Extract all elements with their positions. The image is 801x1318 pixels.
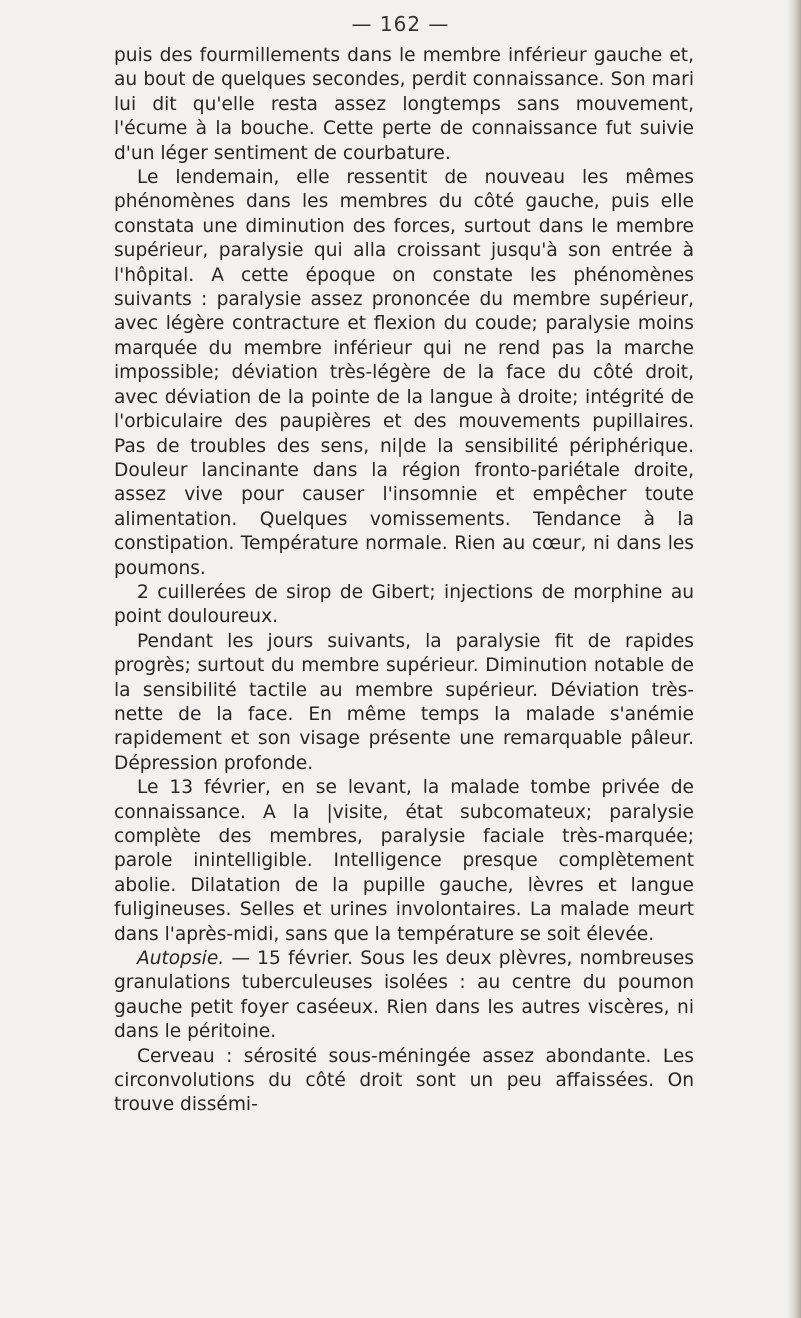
paragraph-1: puis des fourmillements dans le membre inférieur gauche et, au bout de quelques secondes, perdit connaissance. Son mari lui dit qu'elle resta assez longtemps sans mouvement, l'écume à la bouche. Cette perte de connaissance fut suivie d'un léger sentiment de courbature.: [114, 45, 694, 164]
page-edge-shadow: [787, 0, 801, 1318]
paragraph-2: Le lendemain, elle ressentit de nouveau les mêmes phénomènes dans les membres du côté gauche, puis elle constata une diminution des forces, surtout dans le membre supérieur, paralysie qui alla croissant jusqu'à son entrée à l'hôpital. A cette époque on constate les phénomènes suivants : paralysie assez prononcée du membre supérieur, avec légère contracture et flexion du coude; paralysie moins marquée du membre inférieur qui ne rend pas la marche impossible; déviation très-légère de la face du côté droit, avec déviation de la pointe de la langue à droite; intégrité de l'orbiculaire des paupières et des mouvements pupillaires. Pas de troubles des sens, ni|de la sensibilité périphérique. Douleur lancinante dans la région fronto-pariétale droite, assez vive pour causer l'insomnie et empêcher toute alimentation. Quelques vomissements. Tendance à la constipation. Température normale. Rien au cœur, ni dans les poumons.: [114, 167, 694, 579]
paragraph-5: Le 13 février, en se levant, la malade tombe privée de connaissance. A la |visite, état subcomateux; paralysie complète des membres, paralysie faciale très-marquée; parole inintelligible. Intelligence presque complètement abolie. Dilatation de la pupille gauche, lèvres et langue fuligineuses. Selles et urines involontaires. La malade meurt dans l'après-midi, sans que la température se soit élevée.: [114, 777, 694, 945]
page-number: — 162 —: [351, 12, 450, 36]
paragraph-3: 2 cuillerées de sirop de Gibert; injections de morphine au point douloureux.: [114, 581, 694, 628]
paragraph-4: Pendant les jours suivants, la paralysie fit de rapides progrès; surtout du membre supérieur. Diminution notable de la sensibilité tactile au membre supérieur. Déviation très-nette de la face. En même temps la malade s'anémie rapidement et son visage présente une remarquable pâleur. Dépression profonde.: [114, 630, 694, 774]
autopsy-text: — 15 février. Sous les deux plèvres, nombreuses granulations tuberculeuses isolées : au centre du poumon gauche petit foyer caséeux. Rien dans les autres viscères, ni dans le péritoine.: [114, 948, 694, 1043]
body-text: [114, 44, 694, 1118]
paragraph-final: Cerveau : sérosité sous-méningée assez abondante. Les circonvolutions du côté droit sont un peu affaissées. On trouve dissémi-: [114, 1045, 694, 1116]
autopsy-label: Autopsie.: [137, 948, 225, 970]
paragraph-autopsy: [114, 947, 694, 1045]
